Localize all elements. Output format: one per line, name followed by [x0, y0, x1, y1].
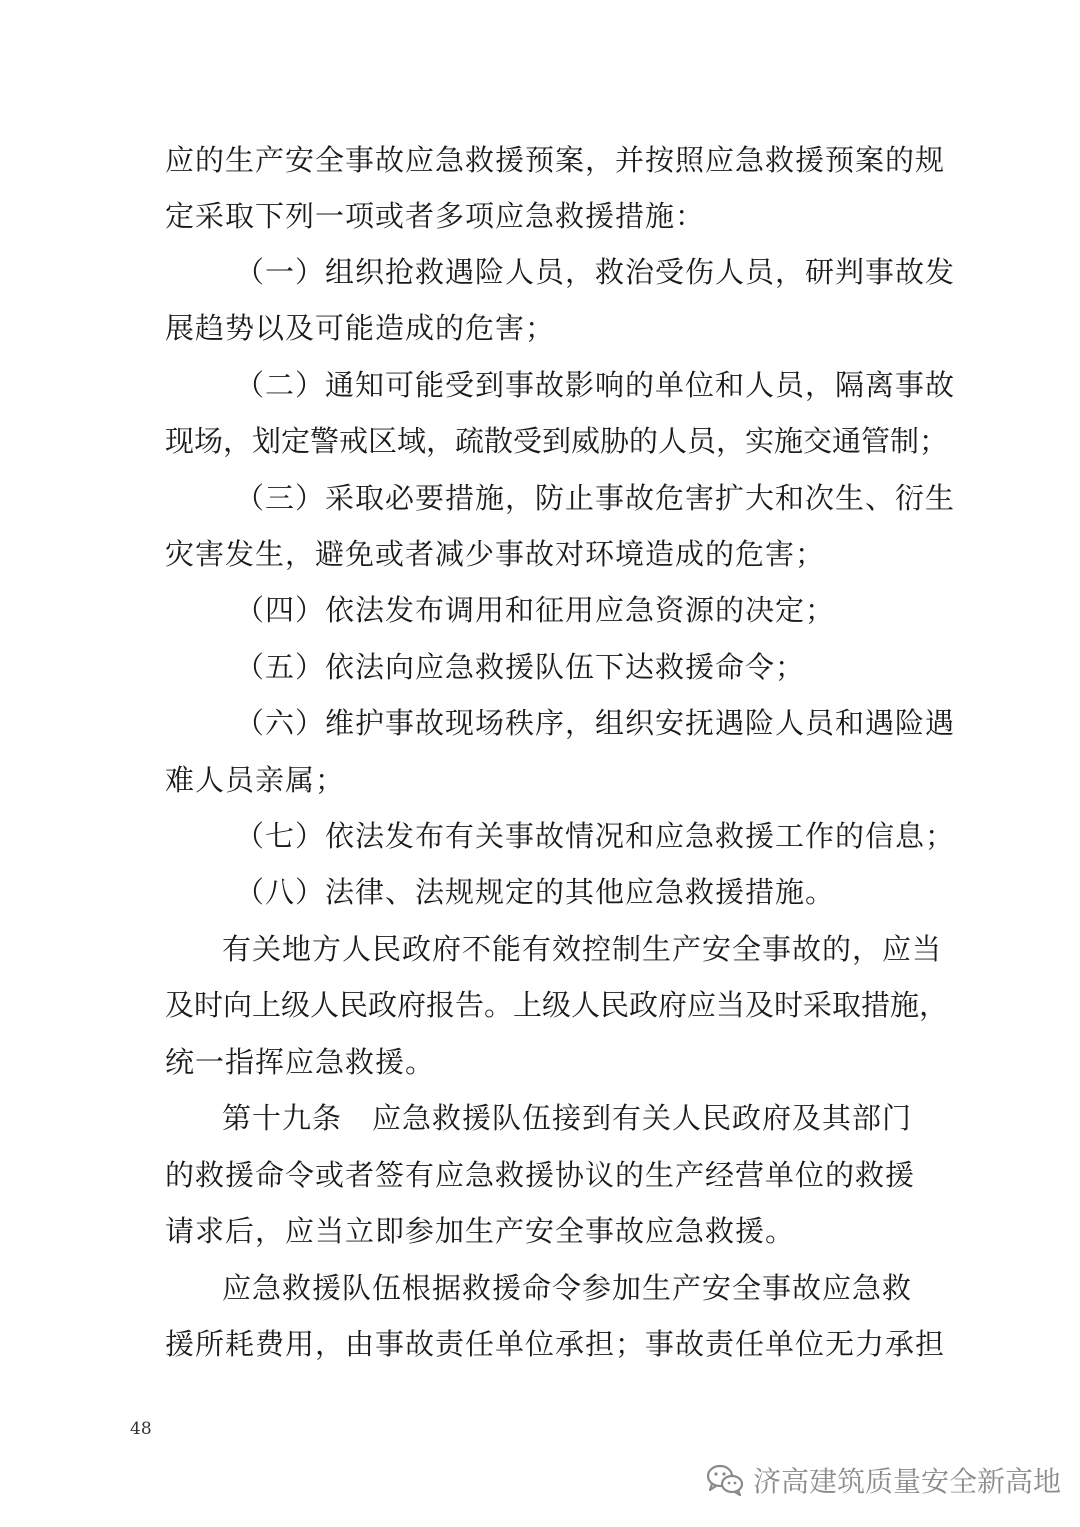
text-line: （八）法律、法规规定的其他应急救援措施。 [235, 875, 836, 909]
text-line: 有关地方人民政府不能有效控制生产安全事故的，应当 [222, 932, 943, 966]
text-line: （七）依法发布有关事故情况和应急救援工作的信息； [235, 819, 956, 853]
text-line: 难人员亲属； [165, 763, 346, 797]
text-line: （六）维护事故现场秩序，组织安抚遇险人员和遇险遇 [235, 706, 956, 740]
text-line: 灾害发生，避免或者减少事故对环境造成的危害； [165, 537, 826, 571]
watermark-text: 济高建筑质量安全新高地 [753, 1465, 1062, 1498]
text-line: 及时向上级人民政府报告。上级人民政府应当及时采取措施， [165, 988, 949, 1022]
text-line: （四）依法发布调用和征用应急资源的决定； [235, 593, 836, 627]
text-line: 现场，划定警戒区域，疏散受到威胁的人员，实施交通管制； [165, 424, 949, 458]
wechat-icon [705, 1462, 745, 1498]
article-heading-line: 第十九条 应急救援队伍接到有关人民政府及其部门 [222, 1101, 913, 1135]
text-line: 应的生产安全事故应急救援预案，并按照应急救援预案的规 [165, 143, 946, 177]
text-line: 展趋势以及可能造成的危害； [165, 311, 556, 345]
text-line: （三）采取必要措施，防止事故危害扩大和次生、衍生 [235, 481, 956, 515]
text-line: 请求后，应当立即参加生产安全事故应急救援。 [165, 1214, 796, 1248]
watermark [705, 1458, 1061, 1502]
text-line: （一）组织抢救遇险人员，救治受伤人员，研判事故发 [235, 255, 956, 289]
text-line: 统一指挥应急救援。 [165, 1045, 436, 1079]
text-line: 的救援命令或者签有应急救援协议的生产经营单位的救援 [165, 1158, 916, 1192]
text-line: 应急救援队伍根据救援命令参加生产安全事故应急救 [222, 1271, 913, 1305]
text-line: （二）通知可能受到事故影响的单位和人员，隔离事故 [235, 368, 956, 402]
text-line: 定采取下列一项或者多项应急救援措施： [165, 199, 706, 233]
page-number: 48 [130, 1419, 152, 1439]
text-line: 援所耗费用，由事故责任单位承担；事故责任单位无力承担 [165, 1327, 946, 1361]
text-line: （五）依法向应急救援队伍下达救援命令； [235, 650, 806, 684]
